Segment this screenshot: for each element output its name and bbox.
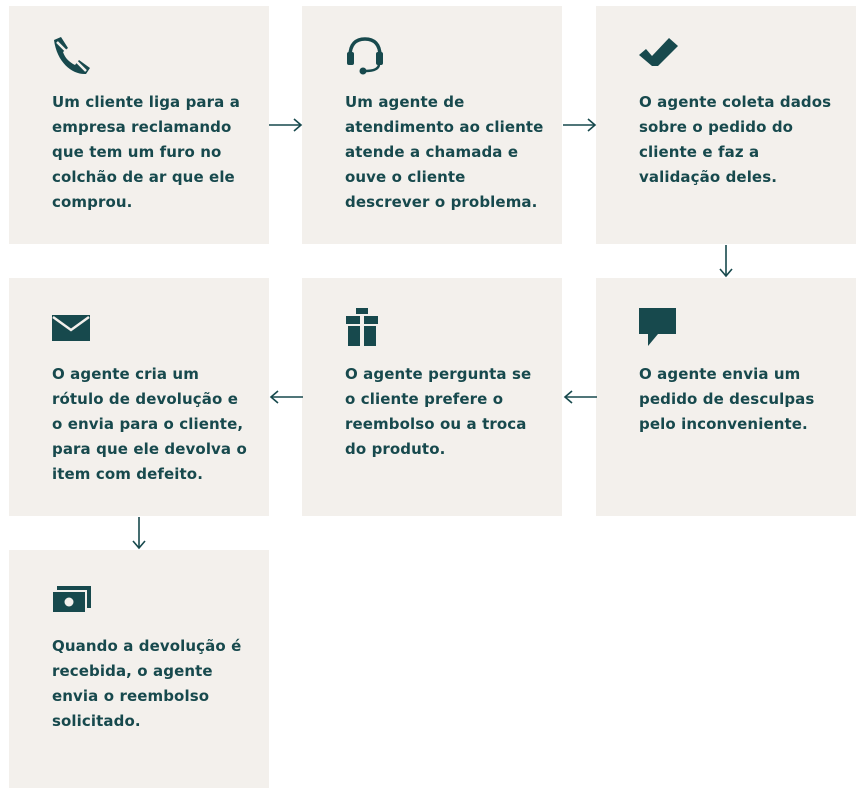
step-text-2: Um agente de atendimento ao cliente atende a chamada e ouve o cliente descrever o problema. [345,93,544,211]
gift-icon [344,308,386,348]
step-card-5 [302,278,562,516]
step-text-6: O agente cria um rótulo de devolução e o envia para o cliente, para que ele devolva o item com defeito. [52,365,247,483]
checkmark-icon [638,36,680,76]
step-text-1: Um cliente liga para a empresa reclamando que tem um furo no colchão de ar que ele comprou. [52,93,240,211]
arrow-down-1 [719,244,733,278]
arrow-left-2 [268,390,304,404]
step-text-4: O agente envia um pedido de desculpas pelo inconveniente. [639,365,815,433]
phone-icon [51,36,93,76]
step-text-5: O agente pergunta se o cliente prefere o reembolso ou a troca do produto. [345,365,532,458]
arrow-right-1 [268,118,304,132]
envelope-icon [51,308,93,348]
step-card-2 [302,6,562,244]
arrow-left-1 [562,390,598,404]
step-text-3: O agente coleta dados sobre o pedido do cliente e faz a validação deles. [639,93,832,186]
step-card-4 [596,278,856,516]
step-card-7 [9,550,269,788]
headset-icon [344,36,386,76]
step-card-1 [9,6,269,244]
cash-icon [51,580,93,620]
step-card-3 [596,6,856,244]
arrow-right-2 [562,118,598,132]
step-text-7: Quando a devolução é recebida, o agente envia o reembolso solicitado. [52,637,242,730]
step-card-6 [9,278,269,516]
speech-bubble-icon [638,308,680,348]
arrow-down-2 [132,516,146,550]
